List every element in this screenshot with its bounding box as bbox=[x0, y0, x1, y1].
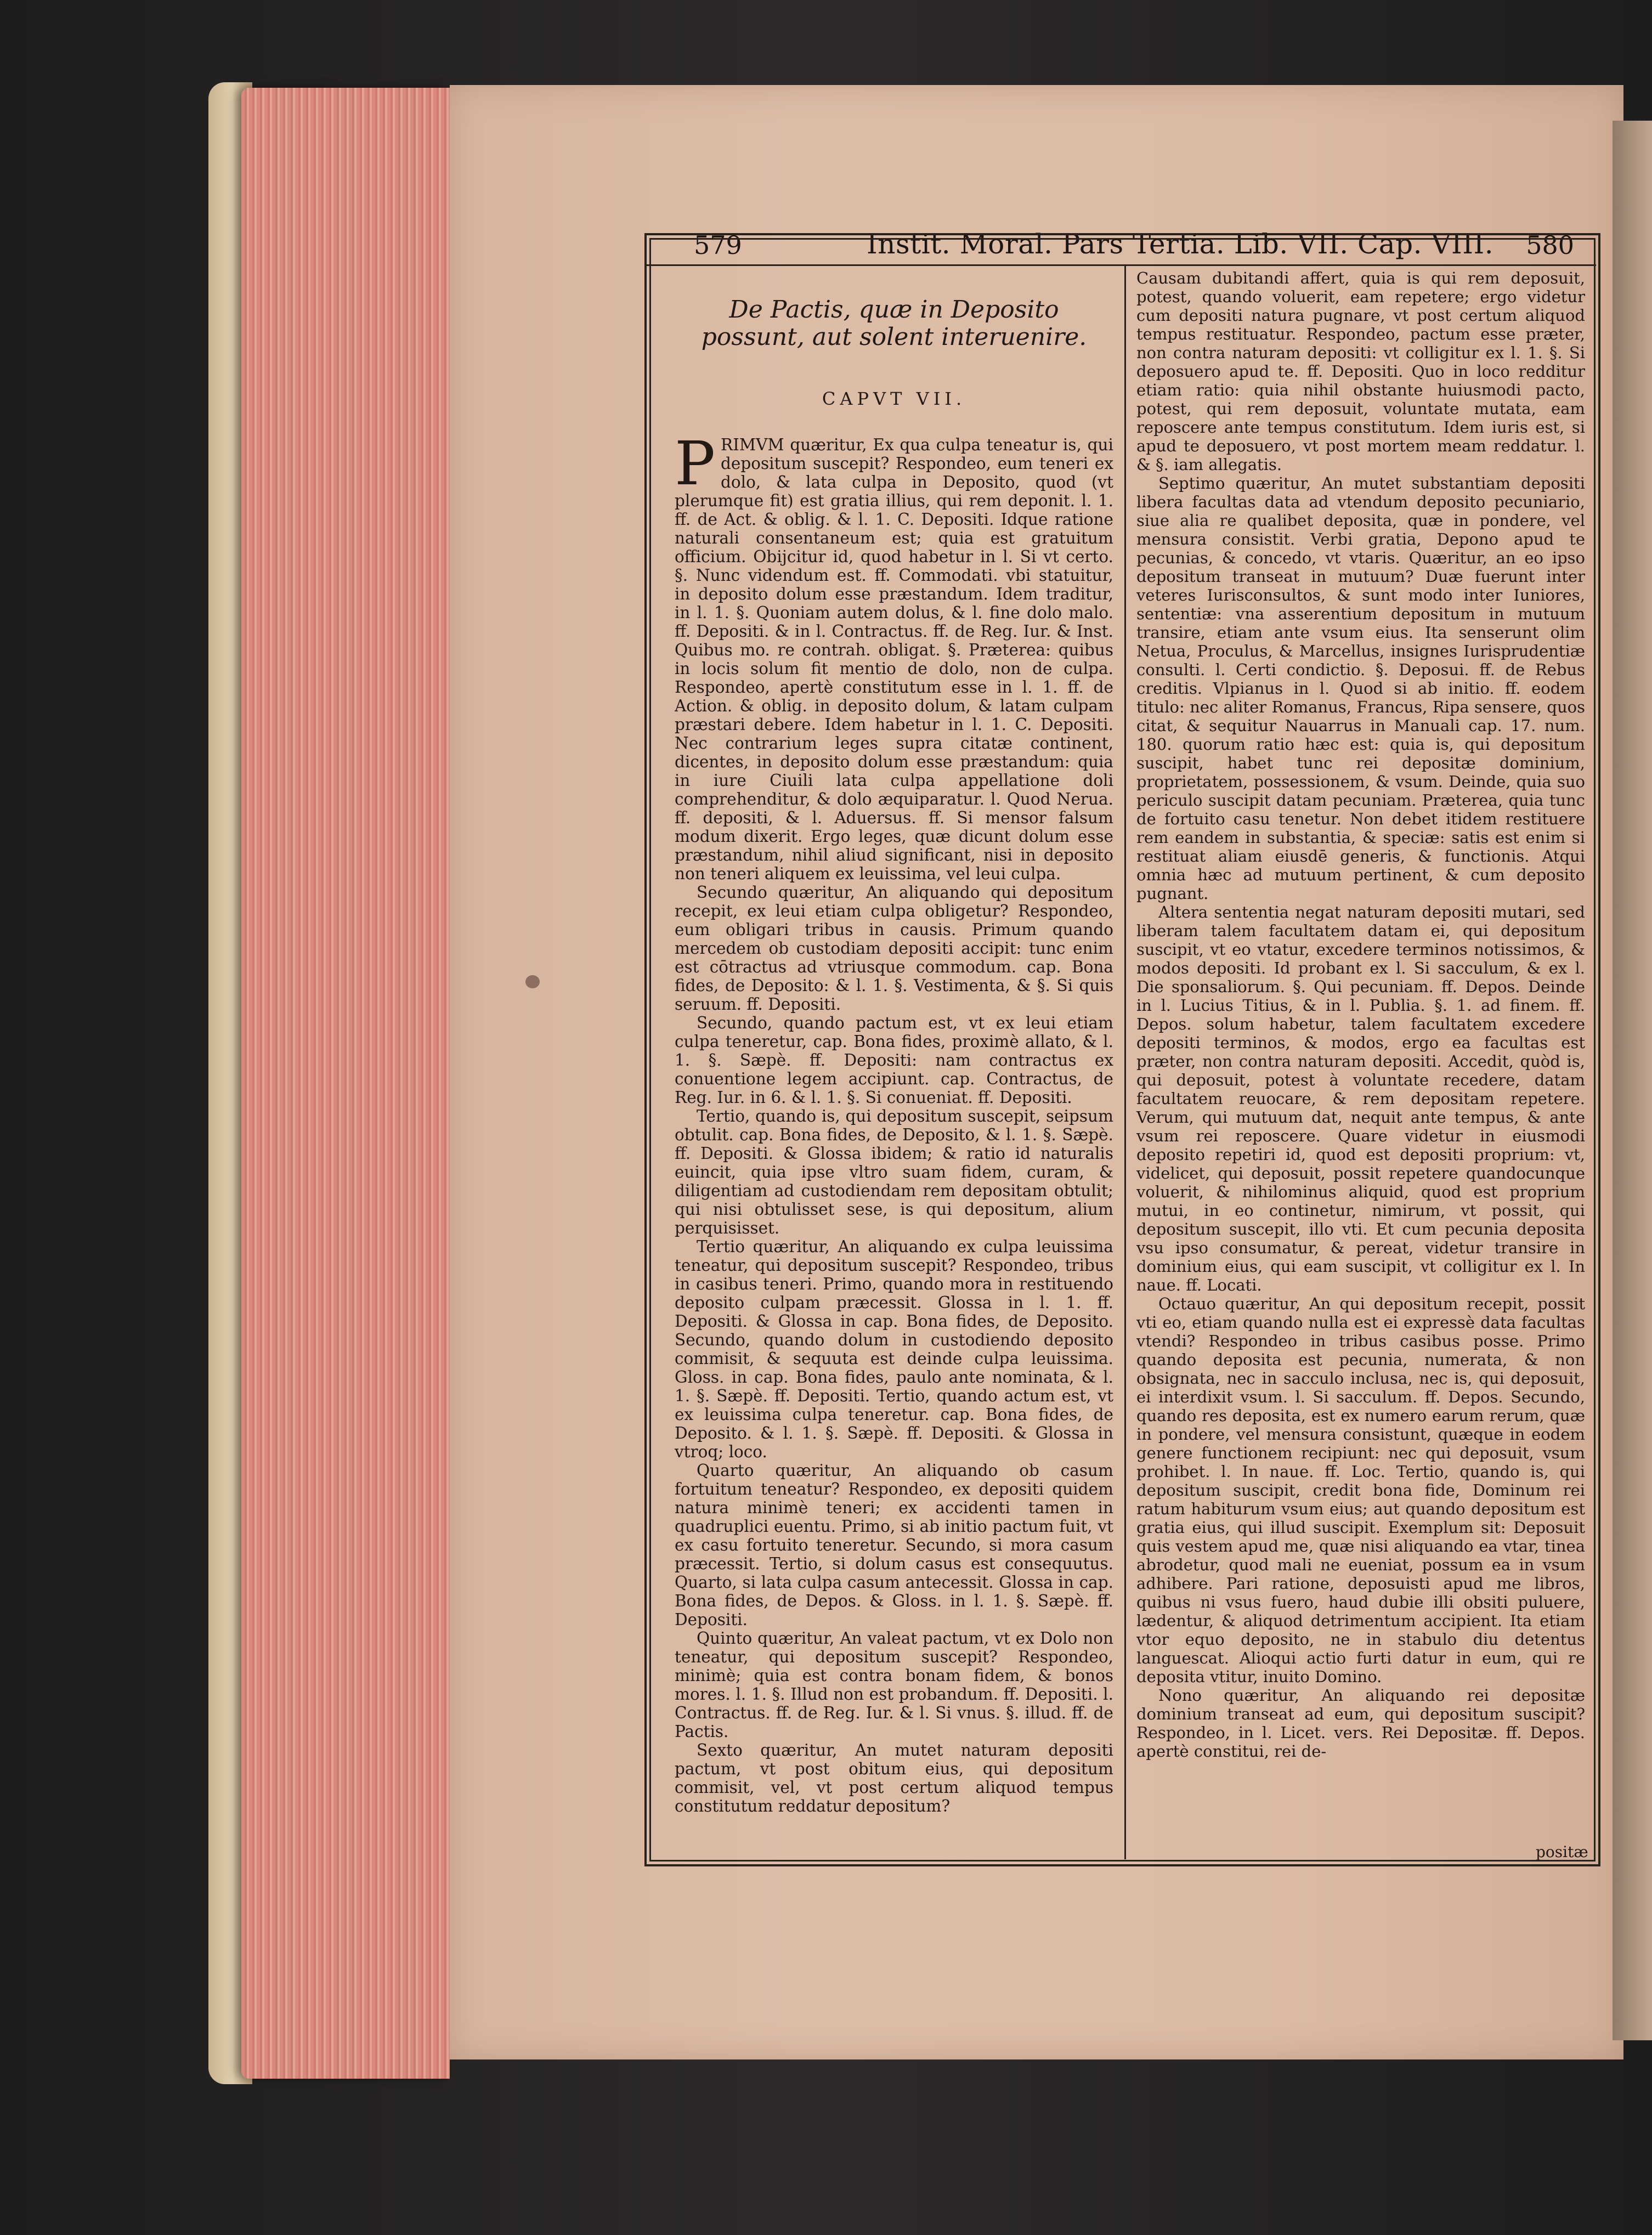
page-number-left: 579 bbox=[694, 230, 742, 260]
paragraph: Tertio, quando is, qui depositum suscepit, seipsum obtulit. cap. Bona fides, de Deposito, & l. 1. §. Sæpè. ff. Depositi. & Glossa ibidem; & ratio id naturalis euincit, quia ipse vltro suam fidem, curam, & diligentiam ad custodiendam rem depositam obtulit; qui nisi obtulisset sese, is qui depositum, alium perquisisset. bbox=[675, 1107, 1113, 1237]
paragraph: Causam dubitandi affert, quia is qui rem deposuit, potest, quando voluerit, eam repetere; ergo videtur cum depositi natura pugnare, vt post certum aliquod tempus restituatur. Respondeo, pactum esse præter, non contra naturam depositi: vt colligitur ex l. 1. §. Si deposuero apud te. ff. Depositi. Quo in loco redditur etiam ratio: quia nihil obstante huiusmodi pacto, potest, qui rem deposuit, voluntate mutata, eam reposcere ante tempus constitutum. Idem iuris est, si apud te deposuero, vt post mortem meam reddatur. l. & §. iam allegatis. bbox=[1136, 269, 1585, 474]
column-rule bbox=[1124, 266, 1126, 1859]
right-column bbox=[1136, 269, 1585, 1761]
page-edges bbox=[241, 88, 450, 2079]
catchword: positæ bbox=[1536, 1843, 1588, 1861]
paragraph: Quinto quæritur, An valeat pactum, vt ex Dolo non teneatur, qui depositum suscepit? Respondeo, minimè; quia est contra bonam fidem, & bonos mores. l. 1. §. Illud non est probandum. ff. Depositi. l. Contractus. ff. de Reg. Iur. & l. Si vnus. §. illud. ff. de Pactis. bbox=[675, 1629, 1113, 1741]
paragraph: Secundo quæritur, An aliquando qui depositum recepit, ex leui etiam culpa obligetur? Respondeo, eum obligari tribus in causis. Primum quando mercedem ob custodiam depositi accipit: tunc enim est cōtractus ad vtriusque commodum. cap. Bona fides, de Deposito: & l. 1. §. Vestimenta, & §. Si quis seruum. ff. Depositi. bbox=[675, 883, 1113, 1014]
chapter-heading: De Pactis, quæ in Deposito possunt, aut solent interuenire. bbox=[701, 296, 1087, 351]
paragraph: Octauo quæritur, An qui depositum recepit, possit vti eo, etiam quando nulla est ei expressè data facultas vtendi? Respondeo in tribus casibus posse. Primo quando deposita est pecunia, numerata, & non obsignata, nec in sacculo inclusa, nec is, qui deposuit, ei interdixit vsum. l. Si sacculum. ff. Depos. Secundo, quando res deposita, est ex numero earum rerum, quæ in pondere, vel mensura consistunt, quæque in eodem genere functionem recipiunt: nec qui deposuit, vsum prohibet. l. In naue. ff. Loc. Tertio, quando is, qui depositum suscipit, credit bona fide, Dominum rei ratum habiturum vsum eius; aut quando depositum est gratia eius, qui illud suscipit. Exemplum sit: Deposuit quis vestem apud me, quæ nisi aliquando ea vtar, tinea abrodetur, quod mali ne eueniat, possum ea in vsum adhibere. Pari ratione, deposuisti apud me libros, quibus ni vsus fuero, haud dubie illi obsiti puluere, lædentur, & aliquod detrimentum accipient. Ita etiam vtor equo deposito, ne in stabulo diu detentus languescat. Alioqui actio furti datur in eum, qui re deposita vtitur, inuito Domino. bbox=[1136, 1294, 1585, 1686]
paragraph-text: RIMVM quæritur, Ex qua culpa teneatur is, qui depositum suscepit? Respondeo, eum teneri ex dolo, & lata culpa in Deposito, quod (vt plerumque fit) est gratia illius, qui rem deponit. l. 1. ff. de Act. & oblig. & l. 1. C. Depositi. Idque ratione naturali consentaneum est; quia est gratuitum officium. Obijcitur id, quod habetur in l. Si vt certo. §. Nunc videndum est. ff. Commodati. vbi statuitur, in deposito dolum esse præstandum. Idem traditur, in l. 1. §. Quoniam autem dolus, & l. fine dolo malo. ff. Depositi. & in l. Contractus. ff. de Reg. Iur. & Inst. Quibus mo. re contrah. obligat. §. Præterea: quibus in locis solum fit mentio de dolo, non de culpa. Respondeo, apertè constitutum esse in l. 1. ff. de Action. & oblig. in deposito dolum, & latam culpam præstari debere. Idem habetur in l. 1. C. Depositi. Nec contrarium leges supra citatæ continent, dicentes, in deposito dolum esse præstandum: quia in iure Ciuili lata culpa appellatione doli comprehenditur, & dolo æquiparatur. l. Quod Nerua. ff. depositi, & l. Aduersus. ff. Si mensor falsum modum dixerit. Ergo leges, quæ dicunt dolum esse præstandum, nihil aliud significant, nisi in deposito non teneri aliquem ex leuissima, vel leui culpa. bbox=[675, 435, 1113, 883]
paragraph: Quarto quæritur, An aliquando ob casum fortuitum teneatur? Respondeo, ex depositi quidem natura minimè teneri; ex accidenti tamen in quadruplici euentu. Primo, si ab initio pactum fuit, vt ex casu fortuito teneretur. Secundo, si mora casum præcessit. Tertio, si dolum casus est consequutus. Quarto, si lata culpa casum antecessit. Glossa in cap. Bona fides, de Depos. & Gloss. in l. 1. §. Sæpè. ff. Depositi. bbox=[675, 1461, 1113, 1629]
facing-page-edge bbox=[1613, 121, 1652, 2040]
paragraph: Septimo quæritur, An mutet substantiam depositi libera facultas data ad vtendum deposito pecuniario, siue alia re qualibet deposita, quæ in pondere, vel mensura consistit. Verbi gratia, Depono apud te pecunias, & concedo, vt vtaris. Quæritur, an eo ipso depositum transeat in mutuum? Duæ fuerunt inter veteres Iurisconsultos, & sunt modo inter Iuniores, sententiæ: vna asserentium depositum in mutuum transire, etiam ante vsum eius. Ita senserunt olim Netua, Proculus, & Marcellus, insignes Iurisprudentiæ consulti. l. Certi condictio. §. Deposui. ff. de Rebus creditis. Vlpianus in l. Quod si ab initio. ff. eodem titulo: nec aliter Romanus, Francus, Ripa sensere, quos citat, & sequitur Nauarrus in Manuali cap. 17. num. 180. quorum ratio hæc est: quia is, qui depositum suscipit, habet tunc rei depositæ dominium, proprietatem, possessionem, & vsum. Deinde, quia suo periculo suscipit datam pecuniam. Præterea, quia tunc de fortuito casu tenetur. Non debet itidem restituere rem eandem in substantia, & speciæ: satis est enim si restituat aliam eiusdē generis, & functionis. Atqui omnia hæc ad mutuum pertinent, & cum deposito pugnant. bbox=[1136, 474, 1585, 903]
chapter-number: CAPVT VII. bbox=[822, 388, 966, 409]
stain-spot bbox=[525, 975, 540, 988]
paragraph: Sexto quæritur, An mutet naturam depositi pactum, vt post obitum eius, qui depositum commisit, vel, vt post certum aliquod tempus constitutum reddatur depositum? bbox=[675, 1741, 1113, 1815]
running-title: Instit. Moral. Pars Tertia. Lib. VII. Cap. VIII. bbox=[867, 228, 1494, 260]
paragraph: Altera sententia negat naturam depositi mutari, sed liberam talem facultatem datam ei, qui depositum suscipit, vt eo vtatur, excedere terminos notissimos, & modos depositi. Id probant ex l. Si sacculum, & ex l. Die sponsaliorum. §. Qui pecuniam. ff. Depos. Deinde in l. Lucius Titius, & in l. Publia. §. 1. ad finem. ff. Depos. solum habetur, talem facultatem excedere depositi terminos, & modos, ergo ea facultas est præter, non contra naturam depositi. Accedit, quòd is, qui deposuit, potest à voluntate recedere, datam facultatem reuocare, & rem depositam repetere. Verum, qui mutuum dat, nequit ante tempus, & ante vsum rei reposcere. Quare videtur in eiusmodi deposito repetiri id, quod est depositi proprium: vt, videlicet, qui deposuit, possit repetere quandocunque voluerit, & nihilominus aliquid, quod est proprium mutui, in eo continetur, nimirum, vt possit, qui depositum suscepit, illo vti. Et cum pecunia deposita vsu ipso consumatur, & pereat, videtur transire in dominium eius, qui eam suscipit, vt colligitur ex l. In naue. ff. Locati. bbox=[1136, 903, 1585, 1294]
paragraph: Tertio quæritur, An aliquando ex culpa leuissima teneatur, qui depositum suscepit? Respondeo, tribus in casibus teneri. Primo, quando mora in restituendo deposito culpam præcessit. Glossa in l. 1. ff. Depositi. & Glossa in cap. Bona fides, de Deposito. Secundo, quando dolum in custodiendo deposito commisit, & sequuta est deinde culpa leuissima. Gloss. in cap. Bona fides, paulo ante nominata, & l. 1. §. Sæpè. ff. Depositi. Tertio, quando actum est, vt ex leuissima culpa teneretur. cap. Bona fides, de Deposito. & l. 1. §. Sæpè. ff. Depositi. & Glossa in vtroq; loco. bbox=[675, 1237, 1113, 1461]
page-number-right: 580 bbox=[1526, 230, 1574, 260]
paragraph: Nono quæritur, An aliquando rei depositæ dominium transeat ad eum, qui depositum suscipit? Respondeo, in l. Licet. vers. Rei Depositæ. ff. Depos. apertè constitui, rei de- bbox=[1136, 1686, 1585, 1761]
drop-initial: P bbox=[675, 428, 716, 499]
paragraph bbox=[675, 428, 1113, 883]
left-column bbox=[675, 296, 1113, 1815]
paragraph: Secundo, quando pactum est, vt ex leui etiam culpa teneretur, cap. Bona fides, proximè allato, & l. 1. §. Sæpè. ff. Depositi: nam contractus ex conuentione legem accipiunt. cap. Contractus, de Reg. Iur. in 6. & l. 1. §. Si conueniat. ff. Depositi. bbox=[675, 1014, 1113, 1107]
